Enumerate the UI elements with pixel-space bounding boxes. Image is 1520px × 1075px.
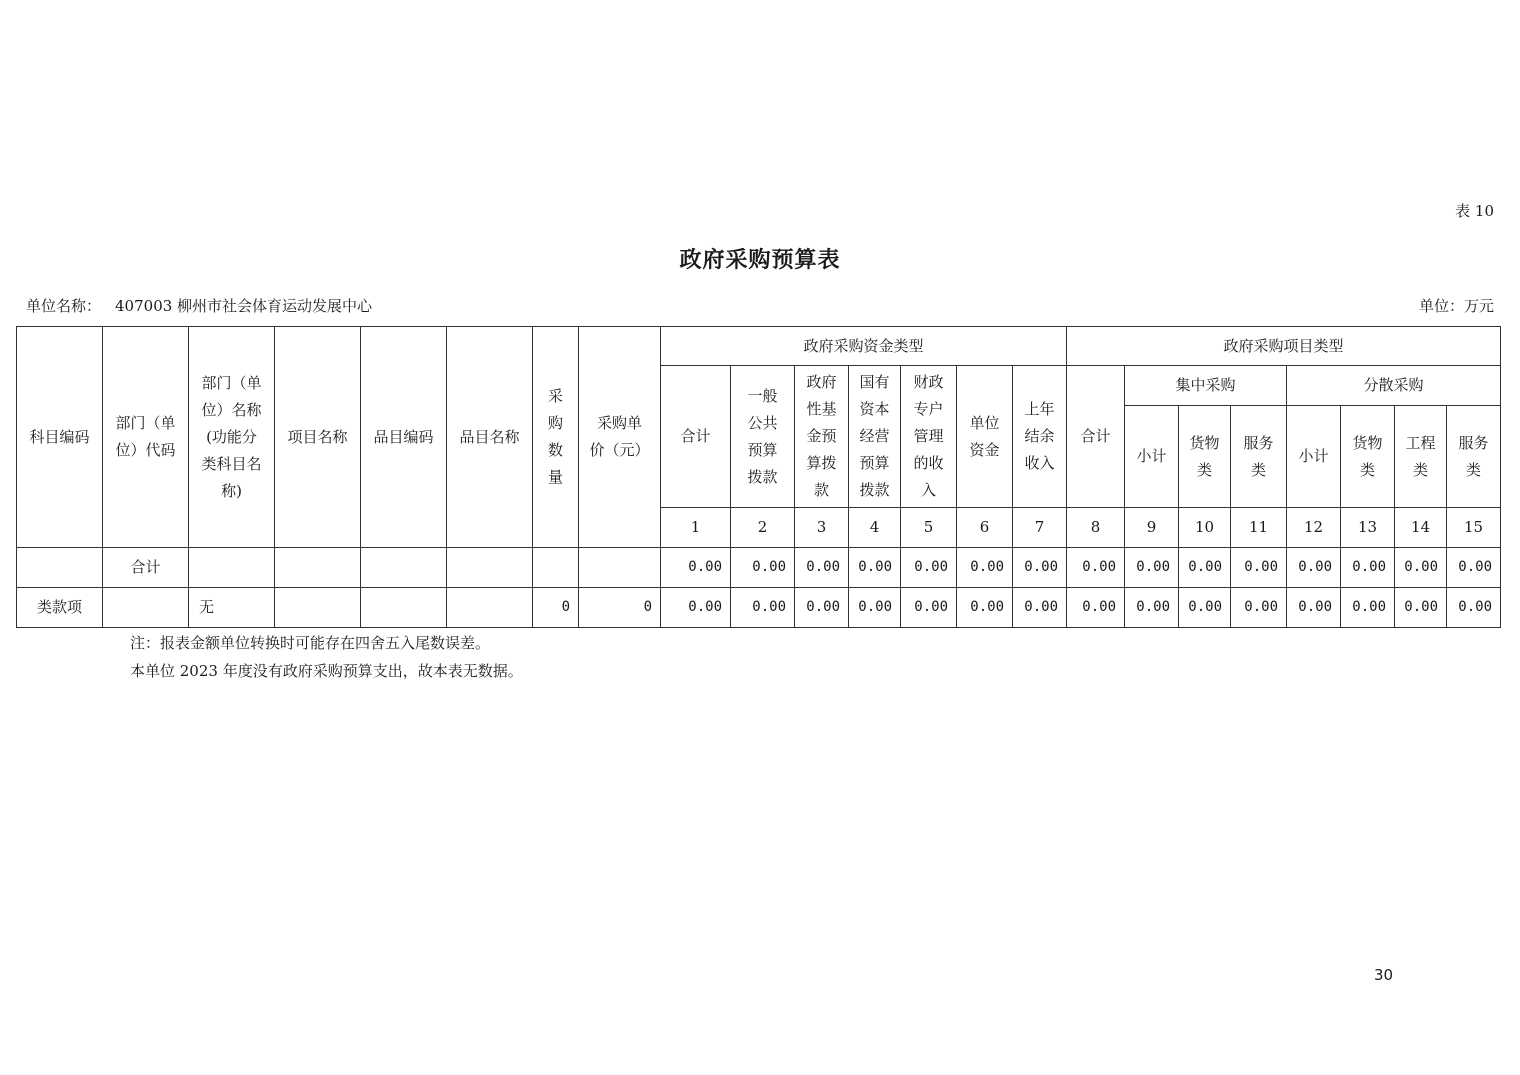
cell-subject-code [17, 548, 103, 588]
cell-value: 0.00 [1125, 588, 1179, 628]
cell-value: 0.00 [1447, 588, 1501, 628]
cell-value: 0.00 [901, 588, 957, 628]
header-project-type: 政府采购项目类型 [1067, 327, 1501, 366]
cell-value: 0.00 [849, 548, 901, 588]
col-number: 15 [1447, 508, 1501, 548]
header-service-c: 服务 类 [1231, 406, 1287, 508]
cell-value: 0.00 [1013, 548, 1067, 588]
header-service-d: 服务 类 [1447, 406, 1501, 508]
cell-value: 0.00 [731, 588, 795, 628]
cell-dept-name [189, 548, 275, 588]
col-number: 5 [901, 508, 957, 548]
col-number: 13 [1341, 508, 1395, 548]
cell-value: 0.00 [1287, 588, 1341, 628]
col-number: 8 [1067, 508, 1125, 548]
header-centralized: 集中采购 [1125, 366, 1287, 406]
cell-unit-price [579, 548, 661, 588]
cell-value: 0.00 [1395, 588, 1447, 628]
cell-quantity: 0 [533, 588, 579, 628]
header-general-budget: 一般 公共 预算 拨款 [731, 366, 795, 508]
header-fiscal-account: 财政 专户 管理 的收 入 [901, 366, 957, 508]
col-number: 4 [849, 508, 901, 548]
header-quantity: 采 购 数 量 [533, 327, 579, 548]
currency-unit: 单位：万元 [1418, 297, 1494, 315]
header-fund-type: 政府采购资金类型 [661, 327, 1067, 366]
header-item-name: 品目名称 [447, 327, 533, 548]
unit-name-line [26, 295, 372, 316]
table-number: 表 10 [1455, 202, 1494, 220]
cell-value: 0.00 [1287, 548, 1341, 588]
cell-value: 0.00 [1341, 548, 1395, 588]
header-unit-fund: 单位 资金 [957, 366, 1013, 508]
col-number: 1 [661, 508, 731, 548]
note-no-data: 本单位 2023 年度没有政府采购预算支出，故本表无数据。 [130, 662, 523, 680]
cell-item-name [447, 588, 533, 628]
cell-value: 0.00 [661, 588, 731, 628]
header-dept-code: 部门（单 位）代码 [103, 327, 189, 548]
col-number: 14 [1395, 508, 1447, 548]
col-number: 2 [731, 508, 795, 548]
header-last-year: 上年 结余 收入 [1013, 366, 1067, 508]
header-dept-name: 部门（单 位）名称 (功能分 类科目名 称) [189, 327, 275, 548]
cell-value: 0.00 [795, 588, 849, 628]
note-rounding: 注：报表金额单位转换时可能存在四舍五入尾数误差。 [130, 634, 491, 652]
unit-name-value: 407003 柳州市社会体育运动发展中心 [115, 297, 373, 315]
header-fund-total: 合计 [661, 366, 731, 508]
header-decentralized: 分散采购 [1287, 366, 1501, 406]
cell-value: 0.00 [1447, 548, 1501, 588]
header-subtotal-d: 小计 [1287, 406, 1341, 508]
cell-value: 0.00 [957, 548, 1013, 588]
cell-value: 0.00 [1067, 548, 1125, 588]
cell-value: 0.00 [957, 588, 1013, 628]
page-title: 政府采购预算表 [679, 247, 841, 273]
table-row [17, 588, 1501, 628]
header-engineering-d: 工程 类 [1395, 406, 1447, 508]
cell-value: 0.00 [1341, 588, 1395, 628]
cell-dept-name: 无 [189, 588, 275, 628]
col-number: 7 [1013, 508, 1067, 548]
header-subtotal-c: 小计 [1125, 406, 1179, 508]
cell-item-code [361, 548, 447, 588]
col-number: 3 [795, 508, 849, 548]
cell-value: 0.00 [795, 548, 849, 588]
header-goods-c: 货物 类 [1179, 406, 1231, 508]
cell-dept-code [103, 588, 189, 628]
cell-value: 0.00 [1231, 548, 1287, 588]
cell-value: 0.00 [1179, 548, 1231, 588]
cell-value: 0.00 [1395, 548, 1447, 588]
cell-unit-price: 0 [579, 588, 661, 628]
cell-item-name [447, 548, 533, 588]
header-subject-code: 科目编码 [17, 327, 103, 548]
unit-name-label: 单位名称： [26, 297, 102, 315]
cell-dept-code: 合计 [103, 548, 189, 588]
cell-item-code [361, 588, 447, 628]
header-goods-d: 货物 类 [1341, 406, 1395, 508]
cell-project-name [275, 588, 361, 628]
cell-value: 0.00 [1231, 588, 1287, 628]
header-item-code: 品目编码 [361, 327, 447, 548]
cell-quantity [533, 548, 579, 588]
procurement-budget-table [16, 326, 1501, 628]
col-number: 6 [957, 508, 1013, 548]
cell-project-name [275, 548, 361, 588]
cell-value: 0.00 [1179, 588, 1231, 628]
header-gov-fund: 政府 性基 金预 算拨 款 [795, 366, 849, 508]
page-number: 30 [1374, 966, 1394, 984]
cell-value: 0.00 [731, 548, 795, 588]
cell-value: 0.00 [661, 548, 731, 588]
header-project-name: 项目名称 [275, 327, 361, 548]
header-proj-total: 合计 [1067, 366, 1125, 508]
cell-value: 0.00 [849, 588, 901, 628]
cell-value: 0.00 [1067, 588, 1125, 628]
col-number: 10 [1179, 508, 1231, 548]
col-number: 12 [1287, 508, 1341, 548]
cell-value: 0.00 [1013, 588, 1067, 628]
col-number: 11 [1231, 508, 1287, 548]
cell-value: 0.00 [901, 548, 957, 588]
header-unit-price: 采购单 价（元） [579, 327, 661, 548]
col-number: 9 [1125, 508, 1179, 548]
header-state-capital: 国有 资本 经营 预算 拨款 [849, 366, 901, 508]
cell-subject-code: 类款项 [17, 588, 103, 628]
table-row [17, 548, 1501, 588]
cell-value: 0.00 [1125, 548, 1179, 588]
